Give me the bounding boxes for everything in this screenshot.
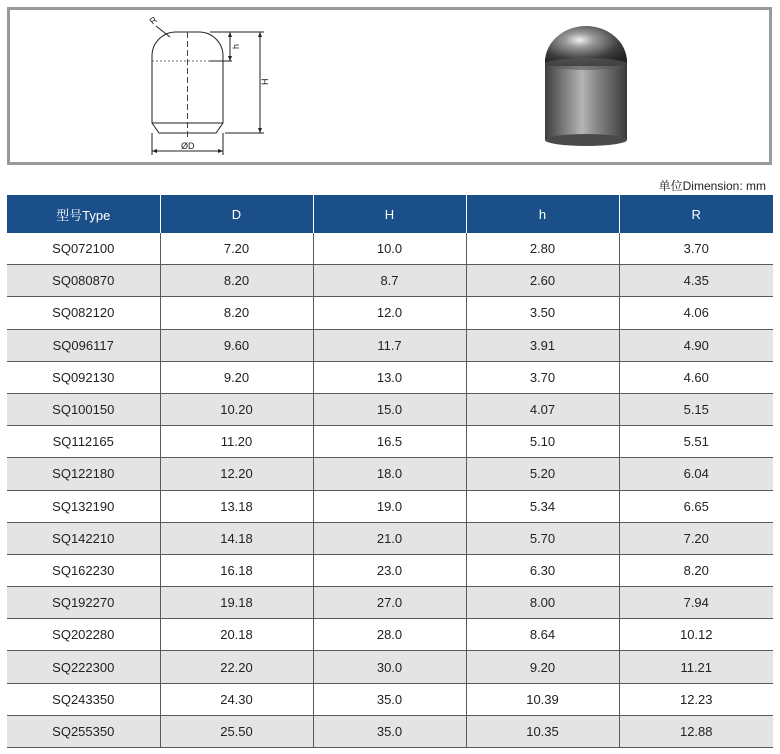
cell-h-small: 10.39: [466, 683, 619, 715]
cell-h-small: 10.35: [466, 715, 619, 747]
cell-r: 12.23: [619, 683, 773, 715]
table-row: [7, 587, 773, 619]
cell-r: 12.88: [619, 715, 773, 747]
cell-r: 6.65: [619, 490, 773, 522]
cell-r: 5.51: [619, 426, 773, 458]
cell-h-small: 8.00: [466, 587, 619, 619]
cell-type: SQ096117: [7, 329, 160, 361]
table-row: [7, 651, 773, 683]
header-h-small: h: [466, 195, 619, 233]
cell-h-total: 18.0: [313, 458, 466, 490]
table-body: [7, 233, 773, 748]
cell-h-small: 6.30: [466, 554, 619, 586]
cell-d: 8.20: [160, 265, 313, 297]
cell-d: 25.50: [160, 715, 313, 747]
cell-type: SQ243350: [7, 683, 160, 715]
cell-d: 12.20: [160, 458, 313, 490]
cell-h-total: 12.0: [313, 297, 466, 329]
dimension-table: [7, 195, 773, 748]
table-row: [7, 233, 773, 265]
cell-type: SQ072100: [7, 233, 160, 265]
cell-type: SQ122180: [7, 458, 160, 490]
cell-d: 16.18: [160, 554, 313, 586]
cell-r: 5.15: [619, 393, 773, 425]
cell-d: 9.20: [160, 361, 313, 393]
cell-d: 9.60: [160, 329, 313, 361]
cell-type: SQ222300: [7, 651, 160, 683]
cell-type: SQ080870: [7, 265, 160, 297]
cell-h-total: 23.0: [313, 554, 466, 586]
cell-r: 4.90: [619, 329, 773, 361]
cell-d: 10.20: [160, 393, 313, 425]
label-h-small: h: [231, 43, 241, 49]
cell-d: 20.18: [160, 619, 313, 651]
cell-d: 22.20: [160, 651, 313, 683]
cell-r: 10.12: [619, 619, 773, 651]
cell-h-small: 2.60: [466, 265, 619, 297]
header-d: D: [160, 195, 313, 233]
button-3d-render: [545, 26, 627, 146]
cell-h-total: 11.7: [313, 329, 466, 361]
cell-type: SQ082120: [7, 297, 160, 329]
cell-d: 8.20: [160, 297, 313, 329]
cell-h-small: 2.80: [466, 233, 619, 265]
cell-d: 7.20: [160, 233, 313, 265]
cell-h-total: 35.0: [313, 683, 466, 715]
cell-h-total: 13.0: [313, 361, 466, 393]
cell-h-small: 5.70: [466, 522, 619, 554]
header-h-total: H: [313, 195, 466, 233]
table-row: [7, 329, 773, 361]
table-row: [7, 683, 773, 715]
table-row: [7, 393, 773, 425]
header-r: R: [619, 195, 773, 233]
cell-type: SQ142210: [7, 522, 160, 554]
table-row: [7, 426, 773, 458]
cell-h-total: 19.0: [313, 490, 466, 522]
cell-r: 7.94: [619, 587, 773, 619]
table-row: [7, 522, 773, 554]
cell-h-total: 30.0: [313, 651, 466, 683]
cell-h-total: 16.5: [313, 426, 466, 458]
label-r: R: [147, 14, 160, 27]
table-row: [7, 361, 773, 393]
cell-d: 24.30: [160, 683, 313, 715]
cell-r: 7.20: [619, 522, 773, 554]
cell-h-total: 15.0: [313, 393, 466, 425]
cell-h-small: 3.50: [466, 297, 619, 329]
cell-r: 4.35: [619, 265, 773, 297]
label-diameter: ØD: [181, 141, 195, 151]
cell-h-small: 3.91: [466, 329, 619, 361]
cell-d: 19.18: [160, 587, 313, 619]
header-type: 型号Type: [7, 195, 160, 233]
cell-type: SQ202280: [7, 619, 160, 651]
cell-h-total: 21.0: [313, 522, 466, 554]
product-figure-panel: [7, 7, 772, 165]
cell-type: SQ100150: [7, 393, 160, 425]
cell-type: SQ112165: [7, 426, 160, 458]
cell-d: 14.18: [160, 522, 313, 554]
cell-r: 4.60: [619, 361, 773, 393]
cell-h-small: 5.10: [466, 426, 619, 458]
cell-r: 11.21: [619, 651, 773, 683]
cell-h-small: 5.34: [466, 490, 619, 522]
unit-note: 单位Dimension: mm: [658, 179, 766, 193]
cell-type: SQ255350: [7, 715, 160, 747]
table-row: [7, 619, 773, 651]
table-row: [7, 265, 773, 297]
cell-h-total: 8.7: [313, 265, 466, 297]
cell-type: SQ162230: [7, 554, 160, 586]
cell-r: 4.06: [619, 297, 773, 329]
cell-type: SQ092130: [7, 361, 160, 393]
cell-h-small: 4.07: [466, 393, 619, 425]
cell-r: 6.04: [619, 458, 773, 490]
table-row: [7, 297, 773, 329]
button-outline-drawing: [152, 26, 264, 155]
cell-h-small: 9.20: [466, 651, 619, 683]
cell-d: 11.20: [160, 426, 313, 458]
cell-h-total: 10.0: [313, 233, 466, 265]
cell-h-total: 28.0: [313, 619, 466, 651]
cell-r: 8.20: [619, 554, 773, 586]
cell-h-small: 3.70: [466, 361, 619, 393]
cell-r: 3.70: [619, 233, 773, 265]
table-row: [7, 715, 773, 747]
table-header-row: [7, 195, 773, 233]
cell-type: SQ192270: [7, 587, 160, 619]
table-row: [7, 458, 773, 490]
technical-drawing: [10, 10, 769, 162]
cell-d: 13.18: [160, 490, 313, 522]
cell-h-small: 8.64: [466, 619, 619, 651]
cell-type: SQ132190: [7, 490, 160, 522]
cell-h-total: 35.0: [313, 715, 466, 747]
cell-h-small: 5.20: [466, 458, 619, 490]
table-row: [7, 554, 773, 586]
label-h-total: H: [260, 78, 270, 85]
table-row: [7, 490, 773, 522]
dimension-arrows: [152, 32, 262, 153]
cell-h-total: 27.0: [313, 587, 466, 619]
